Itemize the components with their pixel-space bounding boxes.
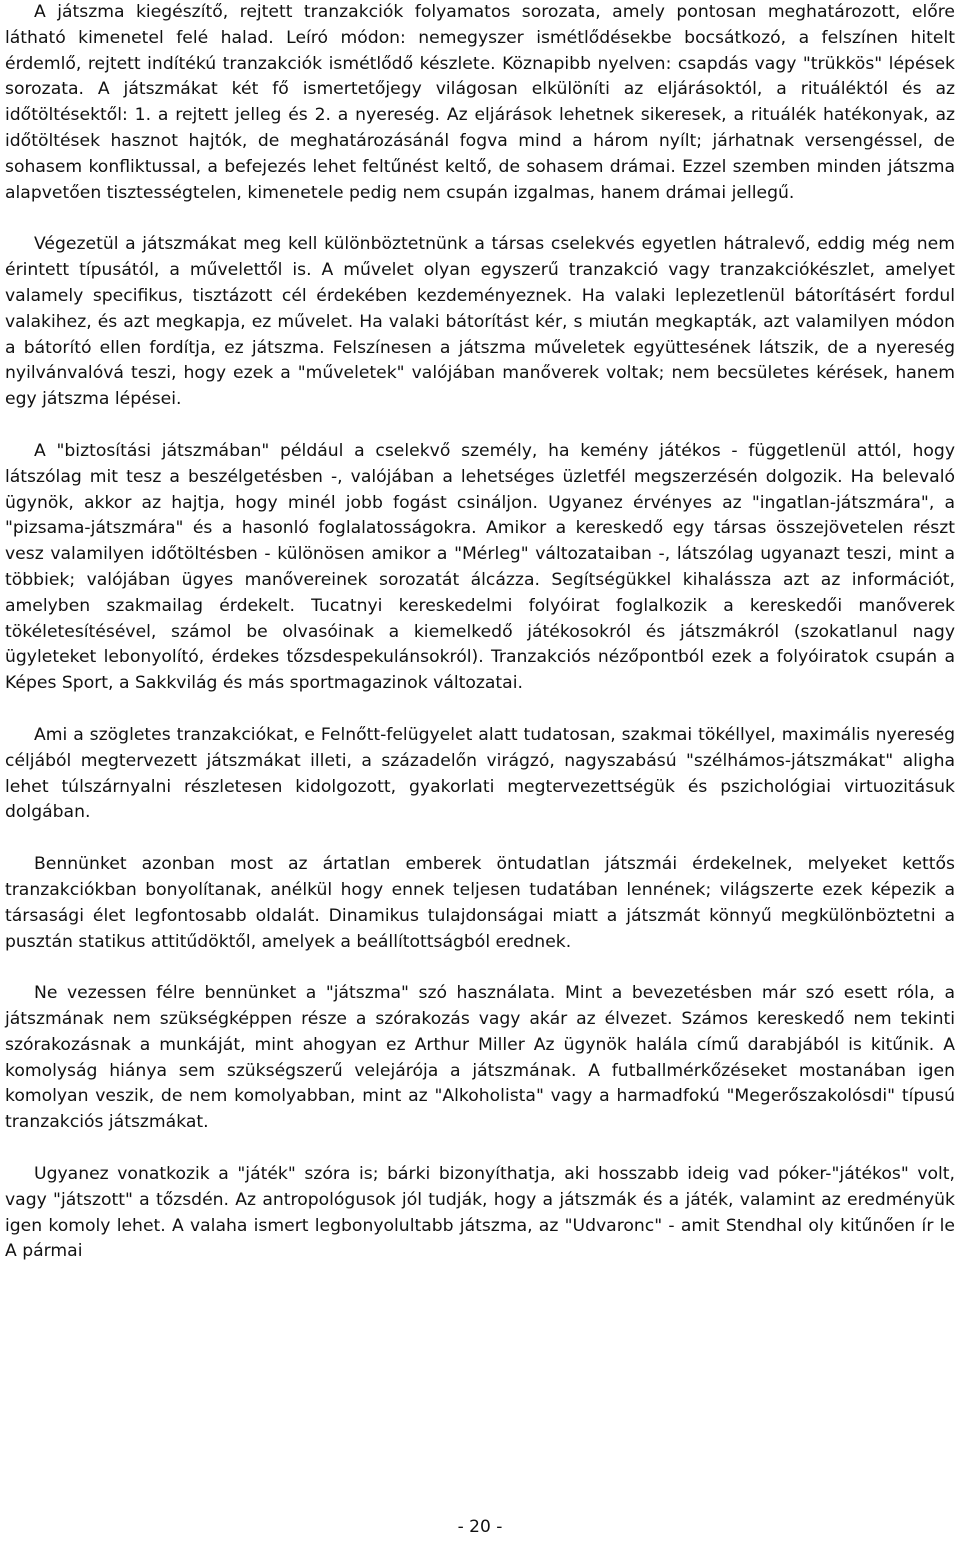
paragraph: Ami a szögletes tranzakciókat, e Felnőtt-felügyelet alatt tudatosan, szakmai tökéllyel, maximális nyereség céljából megtervezett játszmákat illeti, a századelőn virágzó, nagyszabású "szélhámos-játszmákat" aligha lehet túlszárnyalni részletesen kidolgozott, gyakorlati megtervezettségük és pszichológiai virtuozitásuk dolgában. [5,724,955,823]
paragraph-spacer [5,1136,955,1162]
paragraph: A játszma kiegészítő, rejtett tranzakciók folyamatos sorozata, amely pontosan meghatározott, előre látható kimenetel felé halad. Leíró módon: nemegyszer ismétlődésekbe bocsátkozó, a felszínen hitelt érdemlő, rejtett indítékú tranzakciók ismétlődő készlete. Köznapibb nyelven: csapdás vagy "trükkös" lépések sorozata. A játszmákat két fő ismertetőjegy világosan elkülöníti az eljárásoktól, a rituáléktól és az időtöltésektől: 1. a rejtett jelleg és 2. a nyereség. Az eljárások lehetnek sikeresek, a rituálék hatékonyak, az időtöltések hasznot hajtók, de meghatározásánál fogva mind a három nyílt; járhatnak versengéssel, de sohasem konfliktussal, a befejezés lehet feltűnést keltő, de sohasem drámai. Ezzel szemben minden játszma alapvetően tisztességtelen, kimenetele pedig nem csupán izgalmas, hanem drámai jellegű. [5,2,955,203]
paragraph-spacer [5,413,955,439]
paragraph-spacer [5,826,955,852]
paragraph-spacer [5,697,955,723]
paragraph-spacer [5,955,955,981]
page-number: - 20 - [457,1517,503,1537]
paragraph: Ugyanez vonatkozik a "játék" szóra is; bárki bizonyíthatja, aki hosszabb ideig vad póker-"játékos" volt, vagy "játszott" a tőzsdén. Az antropológusok jól tudják, hogy a játszmák és a játék, valamint az eredményük igen komoly lehet. A valaha ismert legbonyolultabb játszma, az "Udvaronc" - amit Stendhal oly kitűnően ír le A pármai [5,1164,955,1262]
paragraph-spacer [5,206,955,232]
document-page [5,0,955,1265]
paragraph: A "biztosítási játszmában" például a cselekvő személy, ha kemény játékos - függetlenül attól, hogy látszólag mit tesz a beszélgetésben -, valójában a lehetséges üzletfél megszerzésén dolgozik. Ha belevaló ügynök, akkor az hajtja, hogy minél jobb fogást csináljon. Ugyanez érvényes az "ingatlan-játszmára", a "pizsama-játszmára" és a hasonló foglalatosságokra. Amikor a kereskedő egy társas összejövetelen részt vesz valamilyen időtöltésben - különösen amikor a "Mérleg" változataiban -, látszólag ugyanazt teszi, mint a többiek; valójában ügyes manővereinek sorozatát álcázza. Segítségükkel kihalássza azt az információt, amelyben szakmailag érdekelt. Tucatnyi kereskedelmi folyóirat foglalkozik a kereskedői manőverek tökéletesítésével, számol be olvasóinak a kiemelkedő játékosokról és játszmákról (szokatlanul nagy ügyleteket lebonyolító, érdekes tőzsdespekulánsokról). Tranzakciós nézőpontból ezek a folyóiratok csupán a Képes Sport, a Sakkvilág és más sportmagazinok változatai. [5,440,955,694]
paragraph: Ne vezessen félre bennünket a "játszma" szó használata. Mint a bevezetésben már szó esett róla, a játszmának nem szükségképpen része a szórakozás vagy akár az élvezet. Számos kereskedő nem tekinti szórakozásnak a munkáját, mint ahogyan ez Arthur Miller Az ügynök halála című darabjából is kitűnik. A komolyság hiánya sem szükségszerű velejárója a játszmának. A futballmérkőzéseket mostanában igen komolyan veszik, de nem komolyabban, mint az "Alkoholista" vagy a harmadfokú "Megerőszakolósdi" típusú tranzakciós játszmákat. [5,983,955,1133]
paragraph: Bennünket azonban most az ártatlan emberek öntudatlan játszmái érdekelnek, melyeket kettős tranzakciókban bonyolítanak, anélkül hogy ennek teljesen tudatában lennének; világszerte ezek képezik a társasági élet legfontosabb oldalát. Dinamikus tulajdonságai miatt a játszmát könnyű megkülönböztetni a pusztán statikus attitűdöktől, amelyek a beállítottságból erednek. [5,854,955,952]
paragraph: Végezetül a játszmákat meg kell különböztetnünk a társas cselekvés egyetlen hátralevő, eddig még nem érintett típusától, a művelettől is. A művelet olyan egyszerű tranzakció vagy tranzakciókészlet, amelyet valamely specifikus, tisztázott cél érdekében kezdeményeznek. Ha valaki leplezetlenül bátorításért fordul valakihez, és azt megkapja, ez művelet. Ha valaki bátorítást kér, s miután megkapták, azt valamilyen módon a bátorító ellen fordítja, ez játszma. Felszínesen a játszma műveletek együttesének látszik, de a nyereség nyilvánvalóvá teszi, hogy ezek a "műveletek" valójában manőverek voltak; nem becsületes kérések, hanem egy játszma lépései. [5,234,955,410]
